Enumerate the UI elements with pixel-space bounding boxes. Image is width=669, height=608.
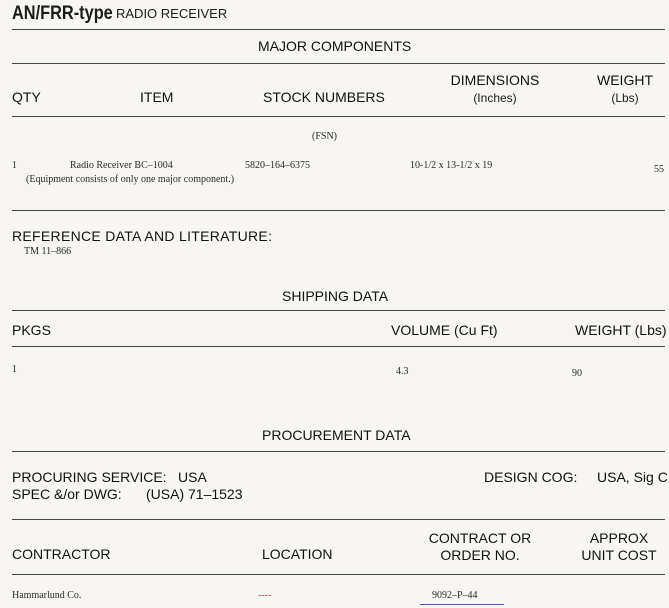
col-contractor-header: CONTRACTOR [12,546,111,562]
spec-dwg-value: (USA) 71–1523 [146,486,243,502]
component-item: Radio Receiver BC–1004 [70,160,173,171]
document-title: AN/FRR-type [12,3,113,24]
col-item-header: ITEM [140,89,174,105]
col-approx-header: APPROX [589,530,649,546]
shipping-weight: 90 [572,368,582,379]
contract-underline [420,604,504,605]
fsn-label: (FSN) [312,131,338,142]
design-cog-label: DESIGN COG: [484,469,578,485]
col-dimensions-unit: (Inches) [473,91,517,105]
col-contract-header: CONTRACT OR [428,530,532,546]
shipping-volume: 4.3 [396,366,409,377]
major-components-heading: MAJOR COMPONENTS [258,38,412,54]
component-dimensions: 10-1/2 x 13-1/2 x 19 [410,160,493,171]
shipping-pkgs: 1 [12,364,17,375]
col-qty-header: QTY [12,89,41,105]
divider [12,519,665,520]
divider [12,63,665,64]
procuring-service-value: USA [178,469,207,485]
document-subtitle: RADIO RECEIVER [116,6,228,21]
spec-dwg-label: SPEC &/or DWG: [12,486,122,502]
design-cog-value: USA, Sig C [597,469,668,485]
divider [12,210,665,211]
shipping-data-heading: SHIPPING DATA [282,288,389,304]
col-location-header: LOCATION [262,546,333,562]
contract-number: 9092–P–44 [432,590,478,601]
component-note: (Equipment consists of only one major component.) [26,174,235,185]
divider [12,116,665,117]
component-weight: 55 [654,164,664,175]
divider [12,29,665,30]
col-weight-header: WEIGHT [597,72,653,88]
procuring-service-label: PROCURING SERVICE: [12,469,167,485]
col-stock-header: STOCK NUMBERS [263,89,385,105]
col-pkgs-header: PKGS [12,322,51,338]
divider [12,346,665,347]
col-shipping-weight-header: WEIGHT (Lbs) [575,322,667,338]
divider [12,310,665,311]
col-order-header: ORDER NO. [440,547,520,563]
reference-heading: REFERENCE DATA AND LITERATURE: [12,228,273,244]
col-dimensions-header: DIMENSIONS [450,72,540,88]
col-volume-header: VOLUME (Cu Ft) [391,322,498,338]
col-weight-unit: (Lbs) [611,91,639,105]
contractor-name: Hammarlund Co. [12,590,82,601]
contractor-location: ---- [258,590,272,601]
component-stock-number: 5820–164–6375 [245,160,310,171]
procurement-data-heading: PROCUREMENT DATA [262,427,411,443]
col-unit-cost-header: UNIT COST [581,547,657,563]
divider [12,574,665,575]
reference-item: TM 11–866 [24,246,72,257]
component-qty: 1 [12,160,17,171]
divider [12,451,665,452]
